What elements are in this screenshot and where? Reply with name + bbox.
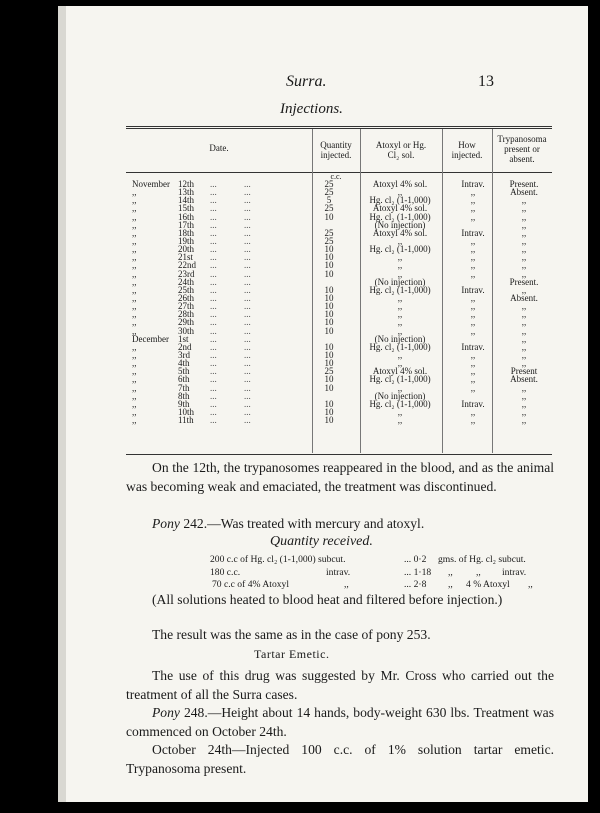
table-top-rule-2 [126, 128, 552, 129]
leader-dots: ... [244, 235, 251, 246]
cell-trypanosoma: ,, [521, 284, 527, 295]
cell-month: ,, [132, 406, 137, 417]
paragraph-text: 242.—Was treated with mercury and atoxyl. [179, 516, 425, 531]
cell-how: ,, [470, 301, 476, 312]
cell-quantity: 10 [324, 260, 334, 271]
col-header-line: Atoxyl or Hg. [375, 140, 427, 150]
cell-trypanosoma: ,, [521, 349, 527, 360]
leader-dots: ... [210, 211, 217, 222]
leader-dots: ... [210, 382, 217, 393]
leader-dots: ... [244, 415, 251, 426]
table-row [126, 416, 552, 424]
cell-trypanosoma: Present [510, 366, 538, 377]
cell-quantity: 25 [324, 235, 334, 246]
cell-date: 29th [178, 317, 195, 328]
cell-month: ,, [132, 252, 137, 263]
cell-month: ,, [132, 203, 137, 214]
leader-dots: ... [244, 292, 251, 303]
cell-month: ,, [132, 235, 137, 246]
leader-dots: ... [210, 292, 217, 303]
cell-quantity: 10 [324, 211, 334, 222]
cell-how: ,, [470, 195, 476, 206]
leader-dots: ... [244, 341, 251, 352]
cell-drug: ,, [397, 252, 403, 263]
cell-trypanosoma: ,, [521, 333, 527, 344]
cell-quantity: 10 [324, 325, 334, 336]
cell-quantity: 10 [324, 406, 334, 417]
cell-how: ,, [470, 406, 476, 417]
leader-dots: ... [210, 179, 217, 189]
leader-dots: ... [244, 317, 251, 328]
pony-label: Pony [152, 705, 180, 720]
cell-trypanosoma: ,, [521, 325, 527, 336]
cell-date: 7th [178, 382, 190, 393]
table-row [126, 327, 552, 335]
cell-drug: Hg. cl₂ (1-1,000) [369, 244, 431, 255]
leader-dots: ... [210, 244, 217, 255]
cell-trypanosoma: ,, [521, 252, 527, 263]
cell-quantity: 10 [324, 317, 334, 328]
cell-month: ,, [132, 301, 137, 312]
leader-dots: ... [244, 276, 251, 287]
cell-month: ,, [132, 390, 137, 401]
col-header-tryp [492, 134, 552, 164]
cell-trypanosoma: ,, [521, 195, 527, 206]
cell-trypanosoma: Present. [509, 179, 539, 189]
q-text: ,, [528, 579, 533, 590]
cell-date: 10th [178, 406, 195, 417]
leader-dots: ... [210, 284, 217, 295]
cell-quantity: 25 [324, 227, 334, 238]
leader-dots: ... [210, 203, 217, 214]
leader-dots: ... [210, 406, 217, 417]
leader-dots: ... [244, 333, 251, 344]
cell-trypanosoma: ,, [521, 341, 527, 352]
cell-quantity: 10 [324, 309, 334, 320]
col-header-line: How [458, 140, 476, 150]
leader-dots: ... [210, 390, 217, 401]
cell-date: 23rd [178, 268, 195, 279]
leader-dots: ... [210, 415, 217, 426]
cell-date: 4th [178, 358, 190, 369]
leader-dots: ... [244, 398, 251, 409]
table-title: Injections. [280, 101, 343, 117]
cell-month: December [132, 333, 169, 344]
cell-how: ,, [470, 268, 476, 279]
cell-how: ,, [470, 349, 476, 360]
cell-drug: Hg. cl₂ (1-1,000) [369, 341, 431, 352]
q-text: intrav. [502, 567, 527, 578]
leader-dots: ... [210, 366, 217, 377]
cell-date: 3rd [178, 349, 190, 360]
cell-date: 8th [178, 390, 190, 401]
q-text: 180 c.c. [210, 567, 241, 578]
cell-drug: Atoxyl 4% sol. [372, 366, 428, 377]
cell-drug: Hg. cl₂ (1-1,000) [369, 398, 431, 409]
page-number: 13 [478, 73, 494, 90]
cell-drug: (No injection) [374, 333, 426, 344]
cell-date: 22nd [178, 260, 196, 271]
pony-label: Pony [152, 516, 180, 531]
cell-how: ,, [470, 415, 476, 426]
cell-drug: ,, [397, 415, 403, 426]
leader-dots: ... [244, 301, 251, 312]
cell-month: ,, [132, 195, 137, 206]
cell-how: Intrav. [461, 341, 485, 352]
running-title: Surra. [286, 73, 327, 90]
cell-drug: ,, [397, 268, 403, 279]
col-header-how [442, 140, 492, 160]
book-page [58, 6, 588, 802]
cell-how: ,, [470, 244, 476, 255]
cell-drug: ,, [397, 187, 403, 198]
cell-quantity: 10 [324, 301, 334, 312]
cell-month: ,, [132, 284, 137, 295]
cell-date: 25th [178, 284, 195, 295]
cell-drug: (No injection) [374, 390, 426, 401]
cell-drug: (No injection) [374, 276, 426, 287]
cell-quantity: 25 [324, 203, 334, 214]
q-text: ... 2·8 [404, 579, 427, 590]
col-header-line: Trypanosoma [497, 134, 547, 144]
q-text: ,, [448, 567, 453, 578]
cell-month: ,, [132, 398, 137, 409]
leader-dots: ... [244, 390, 251, 401]
leader-dots: ... [210, 227, 217, 238]
cell-trypanosoma: ,, [521, 211, 527, 222]
cell-drug: Hg. cl₂ (1-1,000) [369, 211, 431, 222]
paragraph [126, 514, 554, 533]
cell-month: November [132, 179, 170, 189]
cell-how: Intrav. [461, 179, 485, 189]
cell-date: 30th [178, 325, 195, 336]
cell-quantity: 5 [326, 195, 332, 206]
cell-date: 5th [178, 366, 190, 377]
cell-quantity: 10 [324, 358, 334, 369]
paragraph [126, 703, 554, 741]
cell-trypanosoma: ,, [521, 219, 527, 230]
cell-quantity: 10 [324, 374, 334, 385]
leader-dots: ... [210, 268, 217, 279]
cell-quantity: 10 [324, 349, 334, 360]
leader-dots: ... [244, 366, 251, 377]
cell-date: 24th [178, 276, 195, 287]
leader-dots: ... [210, 252, 217, 263]
leader-dots: ... [244, 179, 251, 189]
col-header-line: Quantity [320, 140, 352, 150]
leader-dots: ... [210, 187, 217, 198]
leader-dots: ... [244, 349, 251, 360]
leader-dots: ... [244, 268, 251, 279]
cell-date: 26th [178, 292, 195, 303]
cell-quantity: 10 [324, 398, 334, 409]
cell-trypanosoma: ,, [521, 301, 527, 312]
leader-dots: ... [210, 235, 217, 246]
col-header-date: Date. [209, 143, 229, 153]
cell-trypanosoma: ,, [521, 235, 527, 246]
cell-drug: ,, [397, 358, 403, 369]
cell-trypanosoma: ,, [521, 358, 527, 369]
cell-month: ,, [132, 349, 137, 360]
cell-how: ,, [470, 292, 476, 303]
paragraph: On the 12th, the trypanosomes reappeared in the blood, and as the animal was becoming weak and emaciated, the treatment was discontinued. [126, 460, 554, 494]
cell-drug: ,, [397, 292, 403, 303]
leader-dots: ... [244, 244, 251, 255]
cell-trypanosoma: ,, [521, 390, 527, 401]
col-header-line: absent. [509, 154, 535, 164]
cell-drug: ,, [397, 260, 403, 271]
q-text: ,, [344, 579, 349, 590]
paragraph-text: 248.—Height about 14 hands, body-weight 630 lbs. Treatment was commenced on October 24th. [126, 705, 554, 739]
cell-month: ,, [132, 415, 137, 426]
leader-dots: ... [244, 195, 251, 206]
cell-month: ,, [132, 325, 137, 336]
cell-date: 27th [178, 301, 195, 312]
leader-dots: ... [244, 406, 251, 417]
cell-trypanosoma: ,, [521, 203, 527, 214]
q-text: 200 c.c of Hg. cl₂ (1-1,000) subcut. [210, 554, 346, 565]
leader-dots: ... [210, 260, 217, 271]
leader-dots: ... [244, 203, 251, 214]
cell-month: ,, [132, 219, 137, 230]
cell-trypanosoma: ,, [521, 398, 527, 409]
cell-month: ,, [132, 309, 137, 320]
cell-date: 2nd [178, 341, 192, 352]
cell-date: 1st [178, 333, 189, 344]
cell-drug: Hg. cl₂ (1-1,000) [369, 195, 431, 206]
cell-drug: Atoxyl 4% sol. [372, 179, 428, 189]
cell-drug: ,, [397, 349, 403, 360]
quantity-title: Quantity received. [270, 534, 373, 549]
cell-month: ,, [132, 374, 137, 385]
leader-dots: ... [210, 358, 217, 369]
cell-drug: Atoxyl 4% sol. [372, 203, 428, 214]
leader-dots: ... [210, 276, 217, 287]
cell-month: ,, [132, 292, 137, 303]
cell-trypanosoma: ,, [521, 406, 527, 417]
leader-dots: ... [244, 219, 251, 230]
cell-date: 20th [178, 244, 195, 255]
q-text: 70 c.c of 4% Atoxyl [212, 579, 290, 590]
cell-month: ,, [132, 276, 137, 287]
cell-month: ,, [132, 211, 137, 222]
leader-dots: ... [210, 374, 217, 385]
unit-label: c.c. [330, 172, 342, 181]
leader-dots: ... [244, 187, 251, 198]
leader-dots: ... [244, 374, 251, 385]
cell-trypanosoma: Absent. [510, 374, 538, 385]
cell-date: 13th [178, 187, 195, 198]
q-text: 4 % Atoxyl [466, 579, 510, 590]
leader-dots: ... [244, 284, 251, 295]
cell-drug: (No injection) [374, 219, 426, 230]
leader-dots: ... [244, 309, 251, 320]
cell-how: ,, [470, 382, 476, 393]
cell-date: 19th [178, 235, 195, 246]
leader-dots: ... [244, 260, 251, 271]
cell-how: ,, [470, 309, 476, 320]
table-body [126, 180, 552, 424]
cell-month: ,, [132, 317, 137, 328]
cell-how: Intrav. [461, 398, 485, 409]
cell-month: ,, [132, 260, 137, 271]
paragraph: The use of this drug was suggested by Mr. Cross who carried out the treatment of all the Surra cases. [126, 668, 554, 702]
col-header-line: Cl₂ sol. [387, 150, 415, 160]
q-text: ... 1·18 [404, 567, 432, 578]
cell-how: ,, [470, 325, 476, 336]
cell-trypanosoma: Absent. [510, 187, 538, 198]
cell-month: ,, [132, 358, 137, 369]
cell-quantity: 10 [324, 292, 334, 303]
leader-dots: ... [210, 309, 217, 320]
cell-drug: ,, [397, 301, 403, 312]
cell-month: ,, [132, 382, 137, 393]
cell-date: 16th [178, 211, 195, 222]
col-header-line: present or [504, 144, 540, 154]
cell-quantity: 10 [324, 268, 334, 279]
cell-month: ,, [132, 187, 137, 198]
q-text: ... 0·2 [404, 554, 427, 565]
leader-dots: ... [210, 333, 217, 344]
cell-date: 12th [178, 179, 195, 189]
leader-dots: ... [210, 349, 217, 360]
cell-how: ,, [470, 211, 476, 222]
leader-dots: ... [210, 219, 217, 230]
leader-dots: ... [210, 398, 217, 409]
col-header-line: injected. [451, 150, 483, 160]
cell-month: ,, [132, 227, 137, 238]
paragraph: The result was the same as in the case of pony 253. [152, 627, 431, 642]
cell-quantity: 10 [324, 415, 334, 426]
cell-date: 6th [178, 374, 190, 385]
cell-drug: Hg. cl₂ (1-1,000) [369, 284, 431, 295]
cell-trypanosoma: ,, [521, 317, 527, 328]
leader-dots: ... [210, 317, 217, 328]
leader-dots: ... [244, 211, 251, 222]
cell-how: ,, [470, 358, 476, 369]
cell-month: ,, [132, 268, 137, 279]
cell-quantity: 25 [324, 366, 334, 377]
table-top-rule [126, 126, 552, 127]
table-bottom-rule [126, 454, 552, 455]
cell-date: 9th [178, 398, 190, 409]
cell-quantity: 10 [324, 252, 334, 263]
cell-quantity: 10 [324, 341, 334, 352]
cell-trypanosoma: ,, [521, 382, 527, 393]
leader-dots: ... [244, 252, 251, 263]
cell-how: Intrav. [461, 227, 485, 238]
paragraph: (All solutions heated to blood heat and filtered before injection.) [152, 592, 503, 607]
q-text: gms. of Hg. cl₂ subcut. [438, 554, 526, 565]
cell-how: ,, [470, 317, 476, 328]
section-heading: Tartar Emetic. [254, 647, 330, 661]
cell-how: ,, [470, 252, 476, 263]
leader-dots: ... [210, 325, 217, 336]
cell-how: ,, [470, 203, 476, 214]
q-text: ,, [476, 567, 481, 578]
cell-month: ,, [132, 244, 137, 255]
cell-trypanosoma: Absent. [510, 292, 538, 303]
cell-trypanosoma: ,, [521, 260, 527, 271]
leader-dots: ... [210, 195, 217, 206]
paragraph: October 24th—Injected 100 c.c. of 1% solution tartar emetic. Trypanosoma present. [126, 742, 554, 776]
cell-date: 28th [178, 309, 195, 320]
cell-quantity: 25 [324, 187, 334, 198]
cell-how: ,, [470, 374, 476, 385]
cell-drug: Hg. cl₂ (1-1,000) [369, 374, 431, 385]
leader-dots: ... [244, 227, 251, 238]
cell-how: Intrav. [461, 284, 485, 295]
cell-drug: Atoxyl 4% sol. [372, 227, 428, 238]
cell-trypanosoma: ,, [521, 415, 527, 426]
leader-dots: ... [244, 382, 251, 393]
cell-quantity: 10 [324, 382, 334, 393]
cell-date: 15th [178, 203, 195, 214]
cell-drug: ,, [397, 309, 403, 320]
cell-quantity: 10 [324, 244, 334, 255]
cell-quantity: 10 [324, 284, 334, 295]
cell-trypanosoma: ,, [521, 268, 527, 279]
cell-month: ,, [132, 366, 137, 377]
cell-how: ,, [470, 366, 476, 377]
cell-drug: ,, [397, 406, 403, 417]
cell-drug: ,, [397, 317, 403, 328]
cell-how: ,, [470, 235, 476, 246]
leader-dots: ... [210, 301, 217, 312]
q-text: ,, [448, 579, 453, 590]
cell-quantity: 25 [324, 179, 334, 189]
cell-drug: ,, [397, 382, 403, 393]
leader-dots: ... [244, 358, 251, 369]
leader-dots: ... [244, 325, 251, 336]
leader-dots: ... [210, 341, 217, 352]
col-header-line: injected. [320, 150, 352, 160]
cell-date: 11th [178, 415, 194, 426]
cell-trypanosoma: ,, [521, 244, 527, 255]
cell-how: ,, [470, 260, 476, 271]
cell-trypanosoma: Present. [509, 276, 539, 287]
col-header-quantity [312, 140, 360, 160]
cell-date: 21st [178, 252, 194, 263]
cell-drug: ,, [397, 325, 403, 336]
cell-date: 18th [178, 227, 195, 238]
cell-trypanosoma: ,, [521, 309, 527, 320]
col-header-drug [360, 140, 442, 160]
cell-how: ,, [470, 187, 476, 198]
q-text: intrav. [326, 567, 351, 578]
cell-drug: ,, [397, 235, 403, 246]
cell-date: 17th [178, 219, 195, 230]
cell-trypanosoma: ,, [521, 227, 527, 238]
cell-month: ,, [132, 341, 137, 352]
cell-date: 14th [178, 195, 195, 206]
